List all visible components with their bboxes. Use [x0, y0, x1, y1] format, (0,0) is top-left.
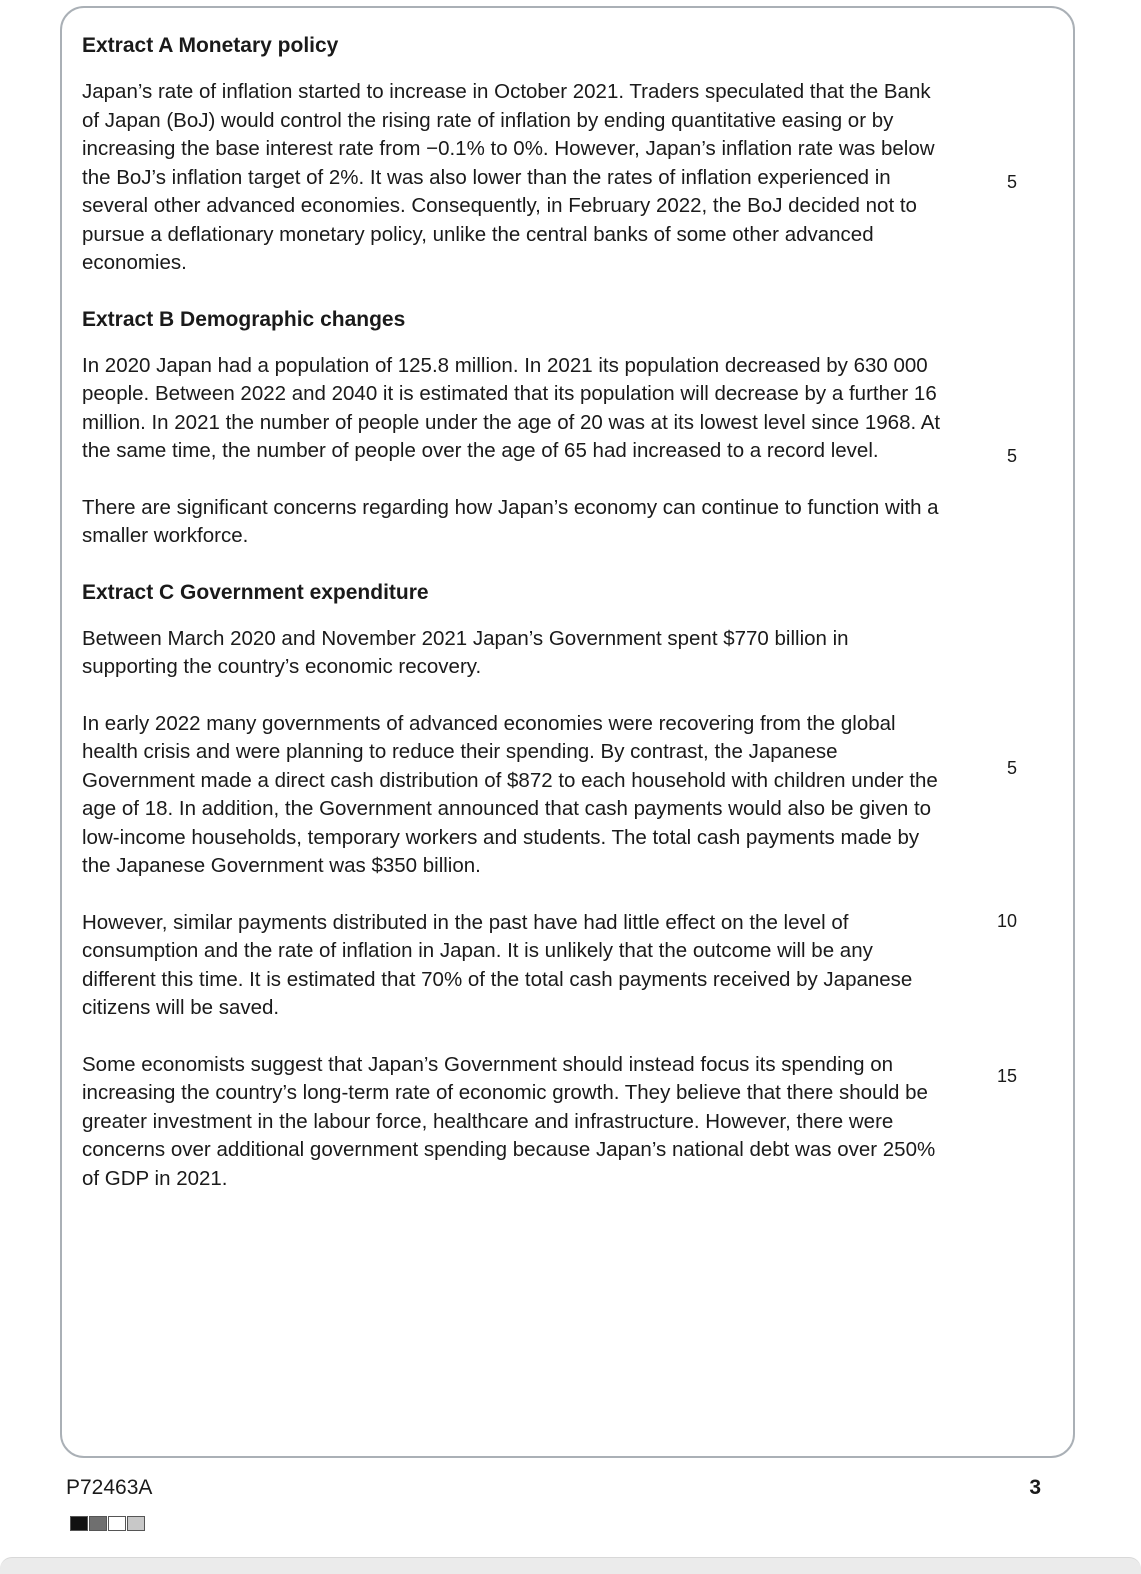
page-number: 3: [1029, 1476, 1041, 1499]
registration-square-darkgray: [89, 1516, 107, 1531]
line-number: 10: [996, 911, 1017, 931]
extract-b-heading: Extract B Demographic changes: [82, 307, 406, 331]
extract-b-paragraph-2: There are significant concerns regarding how Japan’s economy can continue to function with a smaller workforce.: [82, 495, 939, 547]
extract-a-paragraph-1: Japan’s rate of inflation started to increase in October 2021. Traders speculated that the Bank of Japan (BoJ) would control the rising rate of inflation by ending quantitative easing or by increasing the base interest rate from −0.1% to 0%. However, Japan’s inflation rate was below the BoJ’s inflation target of 2%. It was also lower than the rates of inflation experienced in several other advanced economies. Consequently, in February 2022, the BoJ decided not to pursue a deflationary monetary policy, unlike the central banks of some other advanced economies.: [82, 80, 935, 274]
page-footer: [66, 1476, 1041, 1500]
line-number: 15: [996, 1066, 1017, 1086]
extract-b-section: [82, 306, 944, 551]
extract-c-heading: Extract C Government expenditure: [82, 580, 429, 604]
line-number: 5: [1006, 446, 1017, 466]
page-border-frame: [60, 6, 1075, 1458]
page-content: [82, 32, 944, 1221]
paper-code: P72463A: [66, 1476, 153, 1499]
line-number: 5: [1006, 172, 1017, 192]
extract-c-paragraph-4: Some economists suggest that Japan’s Government should instead focus its spending on increasing the country’s long-term rate of economic growth. They believe that there should be greater investment in the labour force, healthcare and infrastructure. However, there were concerns over additional government spending because Japan’s national debt was over 250% of GDP in 2021.: [82, 1052, 936, 1190]
registration-square-lightgray: [127, 1516, 145, 1531]
registration-square-white: [108, 1516, 126, 1531]
extract-c-section: [82, 579, 944, 1194]
line-number: 5: [1006, 758, 1017, 778]
next-page-edge: [0, 1557, 1141, 1574]
extract-c-paragraph-1: Between March 2020 and November 2021 Japan’s Government spent $770 billion in supporting the country’s economic recovery.: [82, 626, 849, 678]
registration-square-black: [70, 1516, 88, 1531]
extract-b-paragraph-1: In 2020 Japan had a population of 125.8 million. In 2021 its population decreased by 630 000 people. Between 2022 and 2040 it is estimated that its population will decrease by a further 16 million. In 2021 the number of people under the age of 20 was at its lowest level since 1968. At the same time, the number of people over the age of 65 had increased to a record level.: [82, 353, 941, 462]
extract-c-paragraph-3: However, similar payments distributed in the past have had little effect on the level of consumption and the rate of inflation in Japan. It is unlikely that the outcome will be any different this time. It is estimated that 70% of the total cash payments received by Japanese citizens will be saved.: [82, 910, 913, 1019]
print-registration-marks: [70, 1516, 146, 1531]
extract-c-paragraph-2: In early 2022 many governments of advanced economies were recovering from the global health crisis and were planning to reduce their spending. By contrast, the Japanese Government made a direct cash distribution of $872 to each household with children under the age of 18. In addition, the Government announced that cash payments would also be given to low-income households, temporary workers and students. The total cash payments made by the Japanese Government was $350 billion.: [82, 711, 938, 877]
extract-a-section: [82, 32, 944, 278]
extract-a-heading: Extract A Monetary policy: [82, 34, 339, 57]
